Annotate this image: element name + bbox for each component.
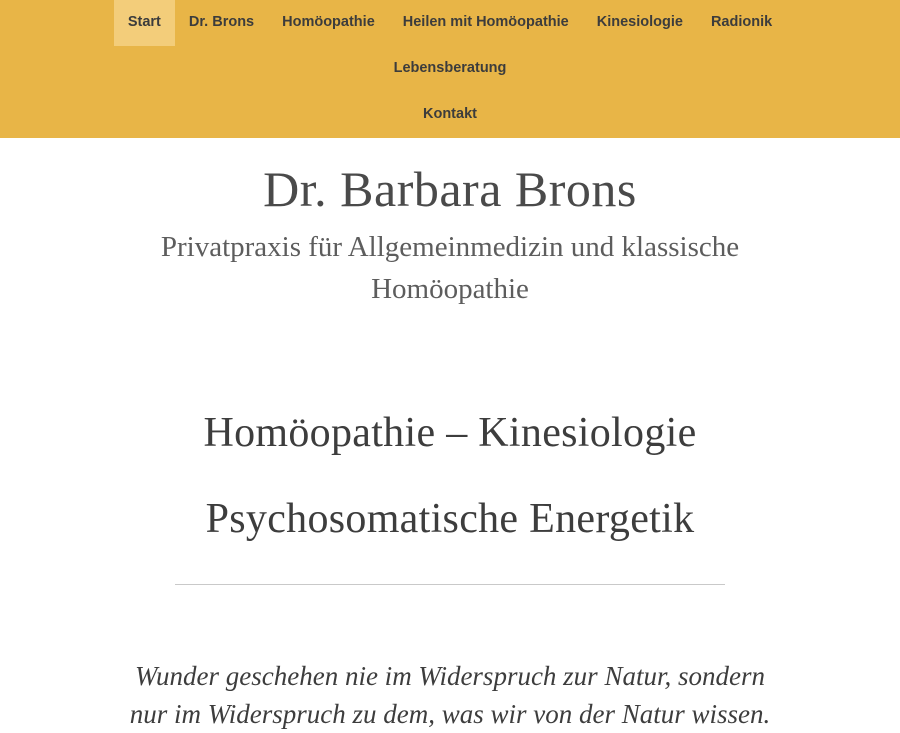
quote-line-1: Wunder geschehen nie im Widerspruch zur Natur, sondern [135,661,765,691]
nav-item-kontakt[interactable]: Kontakt [423,106,477,122]
headline-primary: Homöopathie – Kinesiologie [203,410,697,456]
headline-secondary: Psychosomatische Energetik [205,496,695,542]
nav-items-container [0,0,900,138]
quote-section [0,585,900,733]
quote-line-2: nur im Widerspruch zu dem, was wir von der Natur wissen. [129,699,771,729]
nav-item-radionik[interactable]: Radionik [710,14,773,30]
main-content [0,310,900,585]
nav-item-start[interactable]: Start [114,0,175,46]
nav-second-row [60,92,840,138]
main-navigation [0,0,900,138]
nav-item-homoeopathie[interactable]: Homöopathie [282,14,375,30]
page-title: Dr. Barbara Brons [263,161,637,217]
nav-item-kinesiologie[interactable]: Kinesiologie [596,14,683,30]
page-subtitle: Privatpraxis für Allgemeinmedizin und klassische Homöopathie [160,231,740,305]
nav-item-dr-brons[interactable]: Dr. Brons [188,14,255,30]
nav-item-heilen-mit-homoeopathie[interactable]: Heilen mit Homöopathie [402,14,569,30]
site-header [0,138,900,310]
nav-item-lebensberatung[interactable]: Lebensberatung [393,60,507,76]
